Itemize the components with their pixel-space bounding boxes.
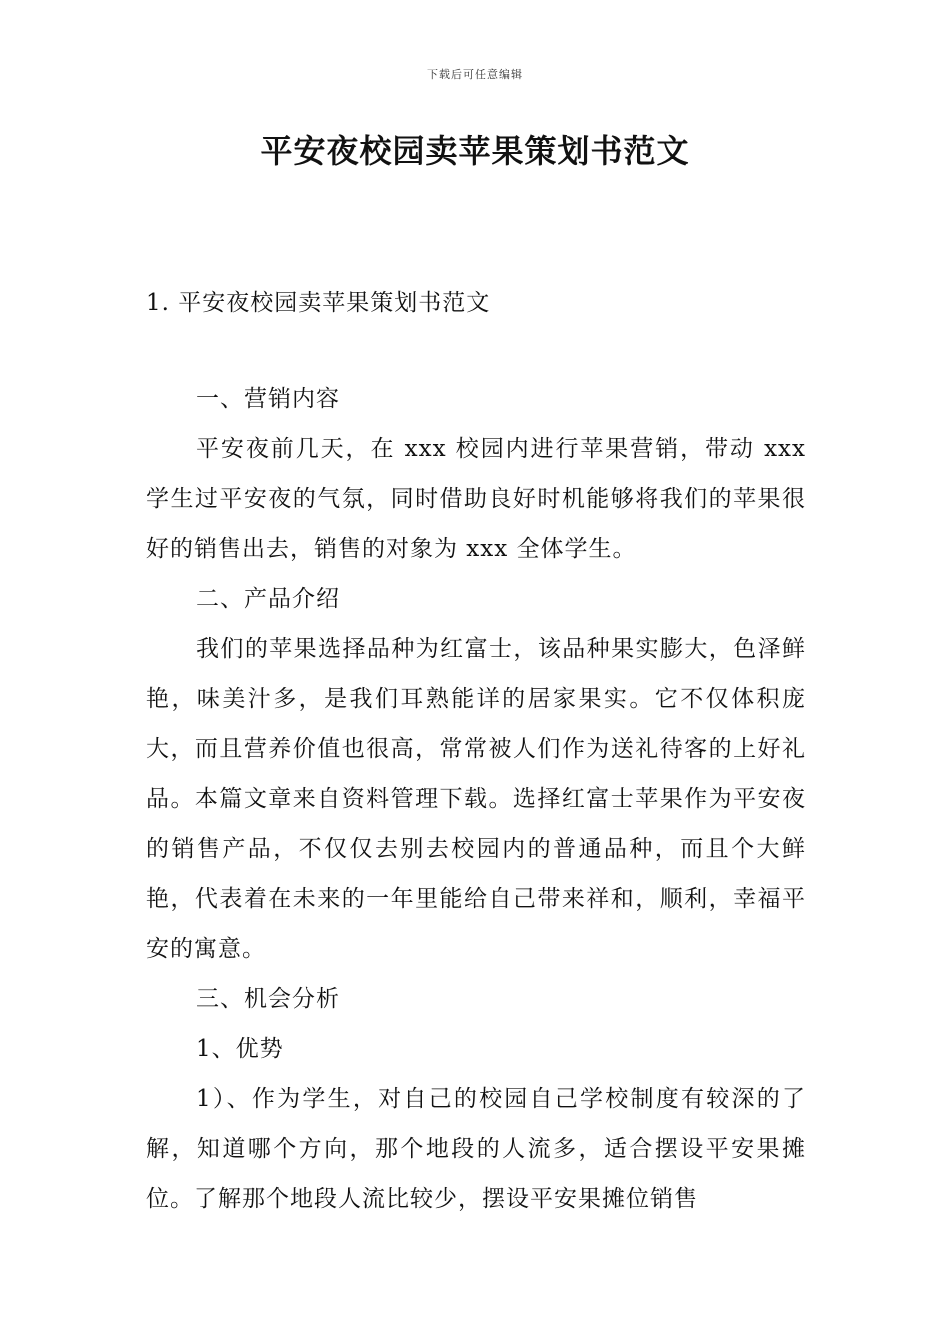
heading-marketing-content: 一、营销内容: [196, 386, 340, 412]
paragraph-advantage-1: 1）、作为学生，对自己的校园自己学校制度有较深的了解，知道哪个方向，那个地段的人流多，适合摆设平安果摊位。了解那个地段人流比较少，摆设平安果摊位销售: [146, 1086, 806, 1212]
section-heading: 1. 平安夜校园卖苹果策划书范文: [146, 290, 491, 316]
heading-product-intro: 二、产品介绍: [196, 586, 340, 612]
subheading-advantages: 1、优势: [196, 1036, 284, 1062]
header-note: 下载后可任意编辑: [427, 68, 523, 81]
heading-opportunity-analysis: 三、机会分析: [196, 986, 340, 1012]
paragraph-product-intro: 我们的苹果选择品种为红富士，该品种果实膨大，色泽鲜艳，味美汁多，是我们耳熟能详的居家果实。它不仅体积庞大，而且营养价值也很高，常常被人们作为送礼待客的上好礼品。本篇文章来自资料管理下载。选择红富士苹果作为平安夜的销售产品，不仅仅去别去校园内的普通品种，而且个大鲜艳，代表着在未来的一年里能给自己带来祥和，顺利，幸福平安的寓意。: [146, 636, 806, 962]
document-body: [146, 374, 806, 1224]
paragraph-marketing-content: 平安夜前几天，在 xxx 校园内进行苹果营销，带动 xxx 学生过平安夜的气氛，同时借助良好时机能够将我们的苹果很好的销售出去，销售的对象为 xxx 全体学生。: [146, 436, 806, 562]
document-title: 平安夜校园卖苹果策划书范文: [260, 132, 690, 170]
